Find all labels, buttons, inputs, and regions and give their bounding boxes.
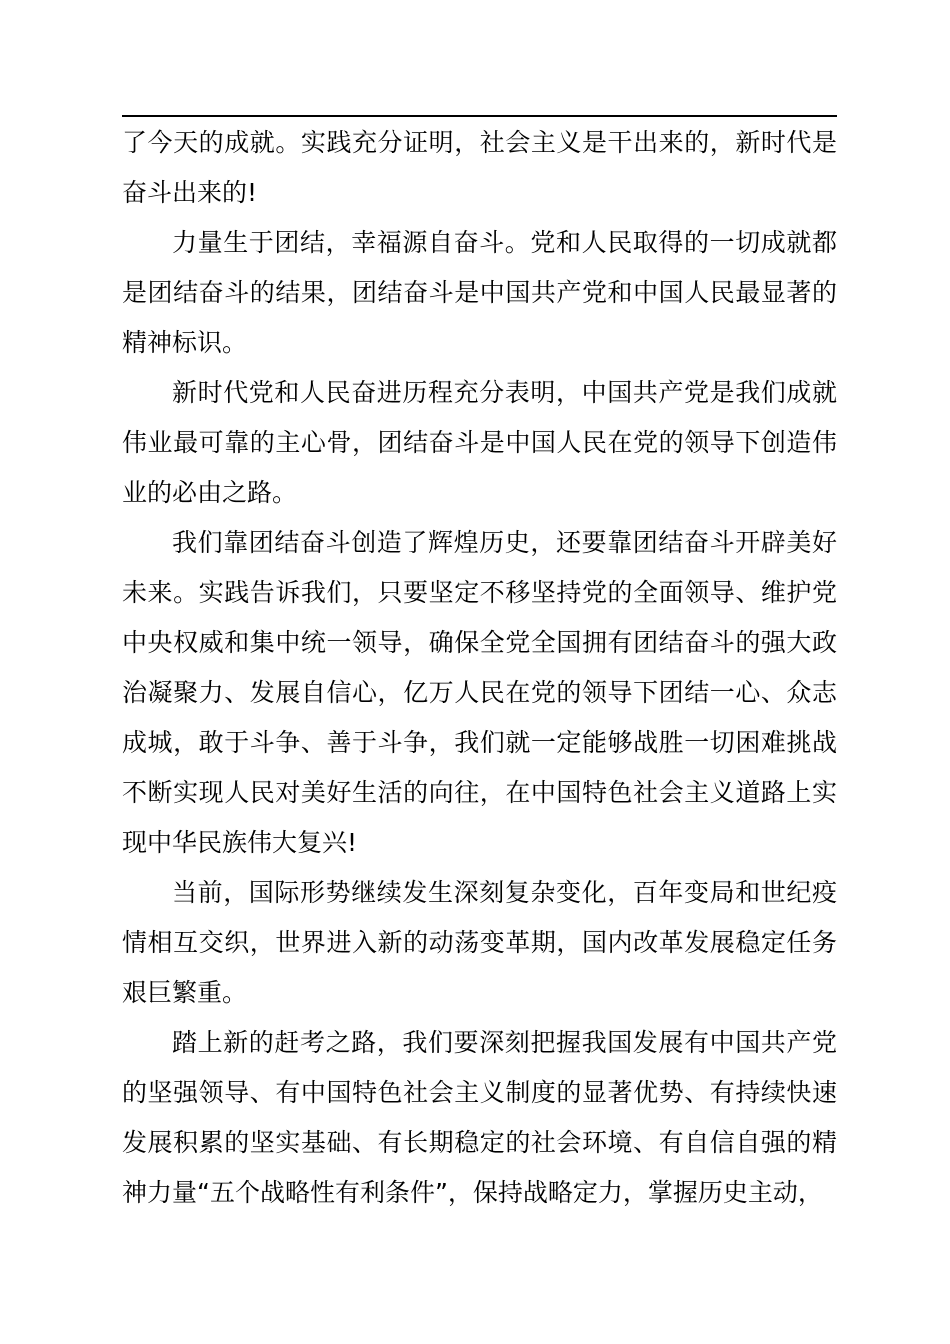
paragraph-4: 我们靠团结奋斗创造了辉煌历史，还要靠团结奋斗开辟美好未来。实践告诉我们，只要坚定不移坚持党的全面领导、维护党中央权威和集中统一领导，确保全党全国拥有团结奋斗的强大政治凝聚力、发展自信心，亿万人民在党的领导下团结一心、众志成城，敢于斗争、善于斗争，我们就一定能够战胜一切困难挑战不断实现人民对美好生活的向往，在中国特色社会主义道路上实现中华民族伟大复兴! <box>122 528 837 857</box>
header-rule <box>122 115 837 117</box>
paragraph-2: 力量生于团结，幸福源自奋斗。党和人民取得的一切成就都是团结奋斗的结果，团结奋斗是中国共产党和中国人民最显著的精神标识。 <box>122 228 837 357</box>
paragraph-5: 当前，国际形势继续发生深刻复杂变化，百年变局和世纪疫情相互交织，世界进入新的动荡变革期，国内改革发展稳定任务艰巨繁重。 <box>122 878 837 1007</box>
paragraph-3: 新时代党和人民奋进历程充分表明，中国共产党是我们成就伟业最可靠的主心骨，团结奋斗是中国人民在党的领导下创造伟业的必由之路。 <box>122 378 837 507</box>
paragraph-1: 了今天的成就。实践充分证明，社会主义是干出来的，新时代是奋斗出来的! <box>122 128 837 207</box>
document-body <box>122 118 837 1218</box>
paragraph-6: 踏上新的赶考之路，我们要深刻把握我国发展有中国共产党的坚强领导、有中国特色社会主义制度的显著优势、有持续快速发展积累的坚实基础、有长期稳定的社会环境、有自信自强的精神力量“五个战略性有利条件”，保持战略定力，掌握历史主动， <box>122 1028 837 1207</box>
